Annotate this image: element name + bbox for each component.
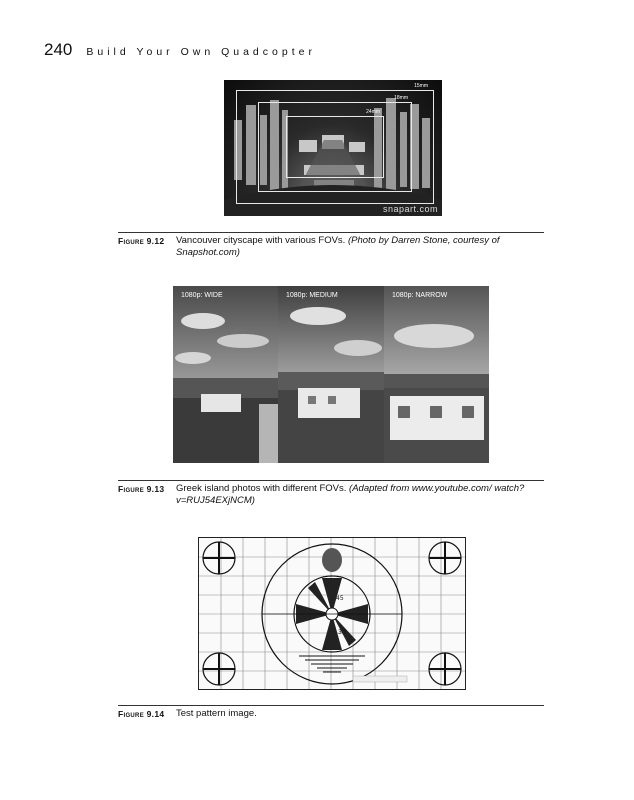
fov-label-15mm: 15mm: [414, 83, 428, 89]
caption-9-14: [118, 708, 544, 720]
caption-text: [176, 708, 544, 720]
panel-wide: [173, 286, 278, 463]
panel-medium: [278, 286, 384, 463]
pattern-number-30: 30: [338, 629, 346, 636]
panel-label-wide: 1080p: WIDE: [181, 292, 223, 299]
island-wide-illustration: [173, 286, 278, 463]
caption-rule-9-12: [118, 232, 544, 233]
caption-9-12: [118, 235, 544, 259]
caption-label: Figure 9.12: [118, 236, 165, 246]
fov-box-24mm: [286, 116, 384, 178]
figure-vancouver-cityscape: [224, 80, 442, 216]
caption-description: Test pattern image.: [176, 708, 257, 719]
caption-rule-9-14: [118, 705, 544, 706]
caption-text: [176, 483, 544, 507]
page-number: 240: [44, 40, 73, 59]
fov-label-24mm: 24mm: [366, 109, 380, 115]
island-medium-illustration: [278, 286, 384, 463]
fov-label-18mm: 18mm: [394, 95, 408, 101]
caption-label: Figure 9.14: [118, 709, 165, 719]
test-pattern-illustration: [199, 538, 465, 689]
caption-credit: (Adapted from www.youtube.com/ watch?v=RUJ54EXjNCM): [176, 483, 525, 506]
caption-description: Vancouver cityscape with various FOVs.: [176, 235, 346, 246]
caption-9-13: [118, 483, 544, 507]
figure-greek-island: [173, 286, 489, 463]
panel-narrow: [384, 286, 489, 463]
book-title: Build Your Own Quadcopter: [86, 46, 316, 58]
pattern-number-45: 45: [336, 595, 344, 602]
caption-rule-9-13: [118, 480, 544, 481]
caption-description: Greek island photos with different FOVs.: [176, 483, 347, 494]
photo-watermark: snapart.com: [382, 204, 438, 214]
island-narrow-illustration: [384, 286, 489, 463]
caption-text: [176, 235, 544, 259]
panel-label-medium: 1080p: MEDIUM: [286, 292, 338, 299]
figure-test-pattern: [198, 537, 466, 690]
panel-label-narrow: 1080p: NARROW: [392, 292, 448, 299]
caption-label: Figure 9.13: [118, 484, 165, 494]
page-header: [44, 40, 316, 60]
caption-credit: (Photo by Darren Stone, courtesy of Snapshot.com): [176, 235, 500, 258]
